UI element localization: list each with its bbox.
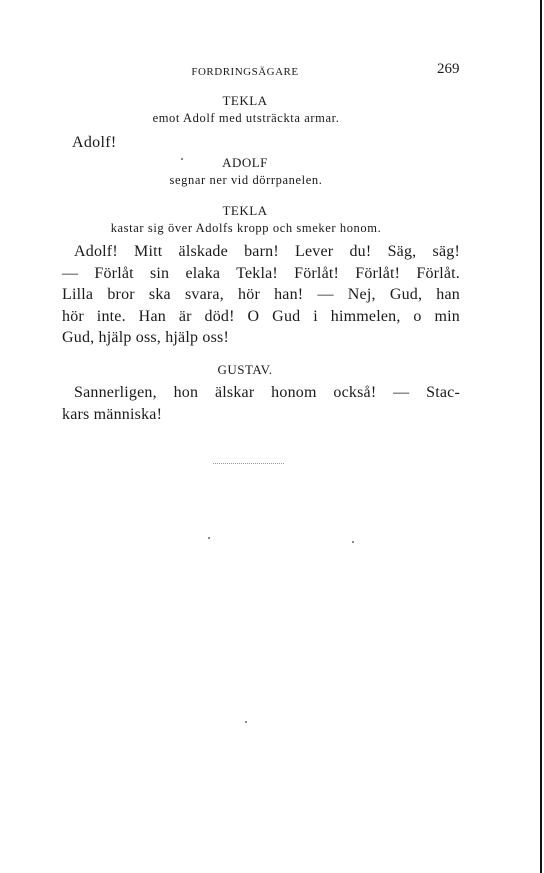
speech-line: — Förlåt sin elaka Tekla! Förlåt! Förlåt! Förlåt. <box>62 264 460 282</box>
print-speck <box>208 537 210 539</box>
page-edge-line <box>540 0 542 873</box>
speaker-name-tekla-2: TEKLA <box>222 203 268 218</box>
stage-direction-1: emot Adolf med utsträckta armar. <box>152 111 340 125</box>
speech-line: Gud, hjälp oss, hjälp oss! <box>62 329 229 346</box>
speech-line: Sannerligen, hon älskar honom också! — Stac- <box>74 384 460 401</box>
speaker-name-adolf: ADOLF <box>222 155 268 170</box>
stage-direction-3: kastar sig över Adolfs kropp och smeker honom. <box>110 221 382 235</box>
speech-line: Adolf! Mitt älskade barn! Lever du! Säg, säg! <box>74 243 460 260</box>
print-speck <box>181 158 183 160</box>
print-speck <box>245 721 247 723</box>
stage-direction-2: segnar ner vid dörrpanelen. <box>169 173 323 187</box>
speech-line: kars människa! <box>62 405 163 423</box>
running-header-title: FORDRINGSÄGARE <box>191 66 299 78</box>
speaker-name-tekla-1: TEKLA <box>222 93 268 108</box>
speech-tekla-1: Adolf! <box>72 134 117 151</box>
speech-tekla-2 <box>62 241 460 349</box>
print-speck <box>352 541 354 543</box>
speech-line: Lilla bror ska svara, hör han! — Nej, Gud, han <box>62 286 460 303</box>
section-divider <box>213 463 284 464</box>
speech-gustav <box>62 382 460 425</box>
speech-line: hör inte. Han är död! O Gud i himmelen, o min <box>62 307 460 325</box>
page-number: 269 <box>437 61 460 77</box>
speaker-name-gustav: GUSTAV. <box>217 362 273 377</box>
